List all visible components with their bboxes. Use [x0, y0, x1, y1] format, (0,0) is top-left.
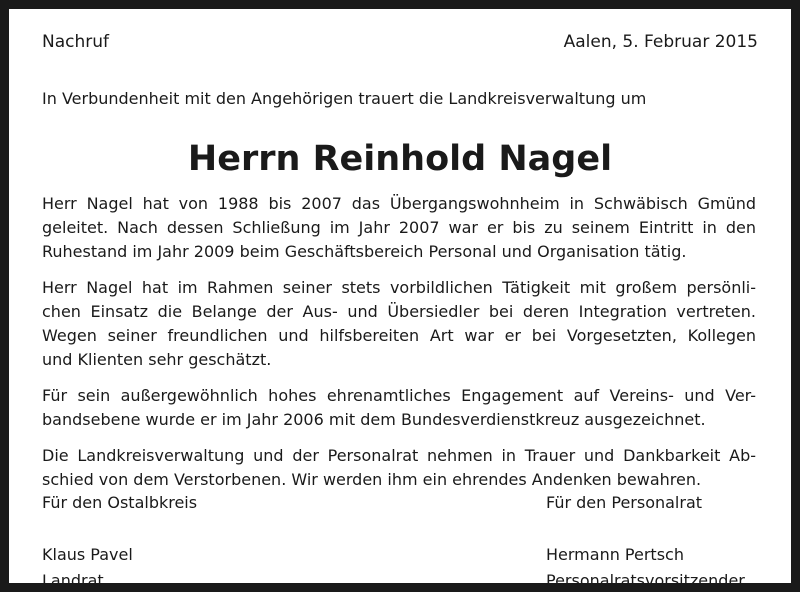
text-line: chen Einsatz die Belange der Aus- und Übersiedler bei deren Integration vertreten. — [42, 302, 756, 321]
signature-name: Hermann Pertsch — [546, 545, 684, 564]
signature-title: Landrat — [42, 571, 104, 590]
signature-ostalbkreis — [42, 490, 197, 594]
notice-body — [42, 192, 756, 504]
signature-org: Für den Ostalbkreis — [42, 493, 198, 512]
text-line: Die Landkreisverwaltung und der Personalrat nehmen in Trauer und Dankbarkeit Ab- — [42, 446, 756, 465]
signature-title: Personalratsvorsitzender — [546, 571, 745, 590]
text-line: Herr Nagel hat im Rahmen seiner stets vorbildlichen Tätigkeit mit großem persönli- — [42, 278, 756, 297]
deceased-name: Herrn Reinhold Nagel — [187, 139, 613, 179]
signature-org: Für den Personalrat — [546, 493, 703, 512]
place-date: Aalen, 5. Februar 2015 — [563, 32, 758, 52]
signature-name: Klaus Pavel — [42, 545, 133, 564]
paragraph-career — [42, 192, 756, 264]
paragraph-farewell — [42, 444, 756, 492]
text-line: Ruhestand im Jahr 2009 beim Geschäftsbereich Personal und Organisation tätig. — [42, 242, 687, 261]
text-line: Wegen seiner freundlichen und hilfsbereiten Art war er bei Vorgesetzten, Kollegen — [42, 326, 756, 345]
intro-line: In Verbundenheit mit den Angehörigen trauert die Landkreisverwaltung um — [42, 89, 647, 108]
paragraph-honors — [42, 384, 756, 432]
text-line: Für sein außergewöhnlich hohes ehrenamtliches Engagement auf Vereins- und Ver- — [42, 386, 756, 405]
text-line: und Klienten sehr geschätzt. — [42, 350, 272, 369]
paragraph-integration — [42, 276, 756, 372]
text-line: schied von dem Verstorbenen. Wir werden ihm ein ehrendes Andenken bewahren. — [42, 470, 702, 489]
text-line: Herr Nagel hat von 1988 bis 2007 das Übergangswohnheim in Schwäbisch Gmünd — [42, 194, 756, 213]
signature-personalrat — [546, 490, 745, 594]
notice-header — [42, 28, 758, 56]
text-line: geleitet. Nach dessen Schließung im Jahr 2007 war er bis zu seinem Eintritt in den — [42, 218, 756, 237]
text-line: bandsebene wurde er im Jahr 2006 mit dem Bundesverdienstkreuz ausgezeichnet. — [42, 410, 706, 429]
notice-type-label: Nachruf — [42, 32, 110, 52]
